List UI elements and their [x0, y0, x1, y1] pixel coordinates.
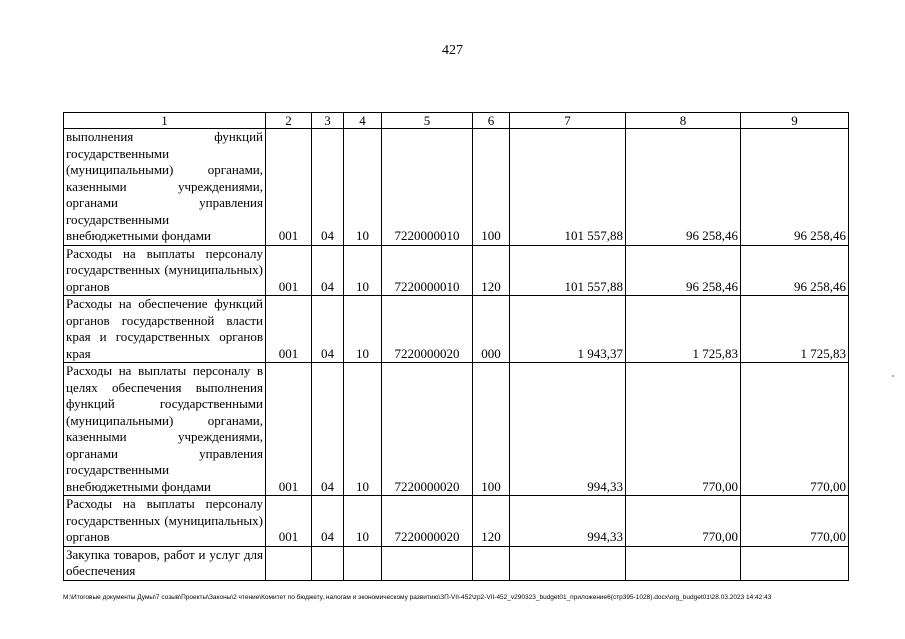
row-c2: 001: [266, 296, 312, 363]
row-c9: [741, 546, 849, 580]
row-c3: [312, 546, 344, 580]
row-c8: 96 258,46: [626, 245, 741, 296]
table-row: [64, 363, 849, 496]
row-c7: 101 557,88: [510, 129, 626, 246]
col-header-4: 4: [344, 113, 382, 129]
row-c6: 100: [473, 363, 510, 496]
table-row: [64, 496, 849, 547]
row-c2: [266, 546, 312, 580]
row-c4: 10: [344, 245, 382, 296]
row-c5: 7220000010: [382, 129, 473, 246]
row-name: выполнения функций государственными (муниципальными) органами, казенными учреждениями, органами управления государственными внебюджетными фондами: [64, 129, 266, 246]
file-path-footer: M:\Итоговые документы Думы\7 созыв\Проекты\Законы\2 чтение\Комитет по бюджету, налогам и экономическому развитию\ЗП-VII-452\zp2-VII-452_v290323_budget01_приложение6(стр395-1028).docx\org_budget01\28.03.2023 14:42:43: [63, 594, 772, 601]
col-header-7: 7: [510, 113, 626, 129]
row-name: Расходы на выплаты персоналу в целях обеспечения выполнения функций государственными (муниципальными) органами, казенными учреждениями, органами управления государственными внебюджетными фондами: [64, 363, 266, 496]
table-row: [64, 546, 849, 580]
table-row: [64, 129, 849, 246]
row-c8: 1 725,83: [626, 296, 741, 363]
scan-speck: [892, 375, 894, 377]
table-row: [64, 296, 849, 363]
row-c3: 04: [312, 296, 344, 363]
row-c4: [344, 546, 382, 580]
row-c4: 10: [344, 496, 382, 547]
row-c9: 770,00: [741, 363, 849, 496]
row-c7: 994,33: [510, 496, 626, 547]
row-c9: 770,00: [741, 496, 849, 547]
col-header-8: 8: [626, 113, 741, 129]
row-name: Расходы на обеспечение функций органов государственной власти края и государственных органов края: [64, 296, 266, 363]
row-c8: 96 258,46: [626, 129, 741, 246]
col-header-2: 2: [266, 113, 312, 129]
row-c3: 04: [312, 245, 344, 296]
row-c6: 120: [473, 245, 510, 296]
row-c5: 7220000020: [382, 496, 473, 547]
row-c5: 7220000010: [382, 245, 473, 296]
row-c9: 1 725,83: [741, 296, 849, 363]
row-c8: 770,00: [626, 363, 741, 496]
col-header-6: 6: [473, 113, 510, 129]
row-c5: 7220000020: [382, 363, 473, 496]
row-name: Закупка товаров, работ и услуг для обеспечения: [64, 546, 266, 580]
row-c7: 1 943,37: [510, 296, 626, 363]
page-number: 427: [442, 43, 463, 58]
row-c5: [382, 546, 473, 580]
row-c3: 04: [312, 129, 344, 246]
row-c6: [473, 546, 510, 580]
row-name: Расходы на выплаты персоналу государственных (муниципальных) органов: [64, 245, 266, 296]
row-c3: 04: [312, 363, 344, 496]
row-c2: 001: [266, 496, 312, 547]
row-c6: 120: [473, 496, 510, 547]
row-c6: 100: [473, 129, 510, 246]
row-c5: 7220000020: [382, 296, 473, 363]
row-c8: 770,00: [626, 496, 741, 547]
row-c9: 96 258,46: [741, 245, 849, 296]
col-header-5: 5: [382, 113, 473, 129]
header-row: [64, 113, 849, 129]
row-c6: 000: [473, 296, 510, 363]
row-c7: [510, 546, 626, 580]
row-c3: 04: [312, 496, 344, 547]
row-c7: 994,33: [510, 363, 626, 496]
row-c8: [626, 546, 741, 580]
budget-table: [63, 112, 849, 581]
col-header-1: 1: [64, 113, 266, 129]
col-header-9: 9: [741, 113, 849, 129]
table-row: [64, 245, 849, 296]
row-c4: 10: [344, 129, 382, 246]
row-name: Расходы на выплаты персоналу государственных (муниципальных) органов: [64, 496, 266, 547]
row-c9: 96 258,46: [741, 129, 849, 246]
row-c2: 001: [266, 245, 312, 296]
row-c4: 10: [344, 296, 382, 363]
row-c4: 10: [344, 363, 382, 496]
row-c7: 101 557,88: [510, 245, 626, 296]
row-c2: 001: [266, 363, 312, 496]
col-header-3: 3: [312, 113, 344, 129]
row-c2: 001: [266, 129, 312, 246]
